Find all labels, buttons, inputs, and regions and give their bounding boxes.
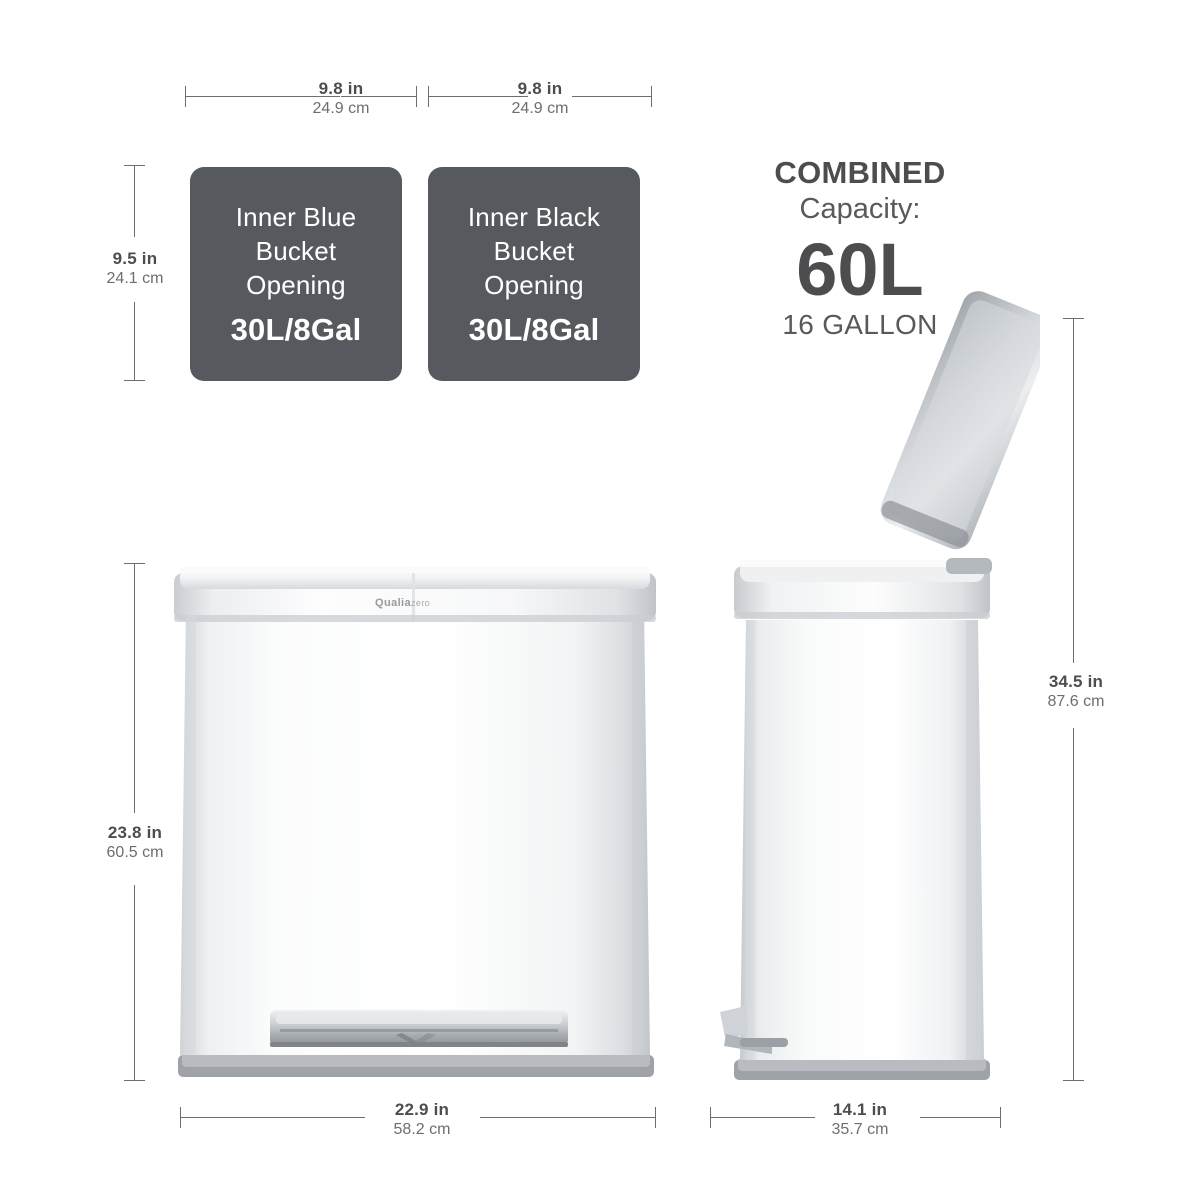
dim-tick-body-depth-right [1000,1107,1001,1128]
dim-tick-body-width-right [655,1107,656,1128]
dim-value-in: 22.9 in [394,1100,450,1119]
dim-label-body-width [337,1099,507,1140]
dim-value-cm: 24.9 cm [312,100,370,118]
dim-rule-depth-top [134,165,135,237]
dim-tick-lid-height-bottom [1063,1080,1084,1081]
brand-logo [375,597,430,609]
combined-subheading: Capacity: [799,193,921,225]
dim-tick-body-height-bottom [124,1080,145,1081]
dim-label-body-height [88,822,182,863]
card-title-line-1: Inner Blue [235,201,357,232]
card-value: 30L/8Gal [230,312,362,348]
dim-rule-depth-bottom [134,302,135,381]
card-title-line-3: Opening [484,270,584,301]
brand-name: Qualia [375,597,412,609]
dim-value-in: 9.8 in [517,79,563,98]
dim-value-in: 23.8 in [107,823,163,842]
dim-rule-lid-height-upper [1073,318,1074,663]
dim-value-in: 9.5 in [112,249,158,268]
card-inner-blue-bucket [190,167,402,381]
dim-value-in: 14.1 in [832,1100,888,1119]
card-inner-black-bucket [428,167,640,381]
product-front-view [150,555,680,1090]
dim-label-lid-open-height [1028,671,1124,712]
dim-value-in: 34.5 in [1048,672,1104,691]
dim-value-in: 9.8 in [318,79,364,98]
combined-value-alt: 16 GALLON [782,309,938,341]
card-title-line-1: Inner Black [467,201,601,232]
product-side-view [710,290,1040,1090]
dim-value-cm: 24.1 cm [106,270,164,288]
dim-tick-black-left [428,86,429,107]
dim-tick-depth-bottom [124,380,145,381]
dim-rule-body-height-lower [134,885,135,1080]
dim-rule-lid-height-lower [1073,728,1074,1080]
dim-value-cm: 87.6 cm [1047,693,1105,711]
combined-heading: COMBINED [774,155,946,190]
dim-tick-black-right [651,86,652,107]
dim-rule-body-height-upper [134,563,135,813]
dim-value-cm: 60.5 cm [106,844,164,862]
dim-tick-blue-left [185,86,186,107]
card-value: 30L/8Gal [468,312,600,348]
brand-suffix: zero [411,598,431,608]
dim-value-cm: 35.7 cm [831,1121,889,1139]
dim-label-body-depth [785,1099,935,1140]
dim-label-black-opening-width [455,78,625,119]
dim-label-blue-opening-width [256,78,426,119]
dim-value-cm: 24.9 cm [511,100,569,118]
card-title-line-2: Bucket [255,235,337,266]
card-title-line-3: Opening [246,270,346,301]
card-title-line-2: Bucket [493,235,575,266]
dim-label-opening-depth [92,248,178,289]
dim-value-cm: 58.2 cm [393,1121,451,1139]
dim-tick-depth-top [124,165,145,166]
combined-value: 60L [796,228,924,311]
